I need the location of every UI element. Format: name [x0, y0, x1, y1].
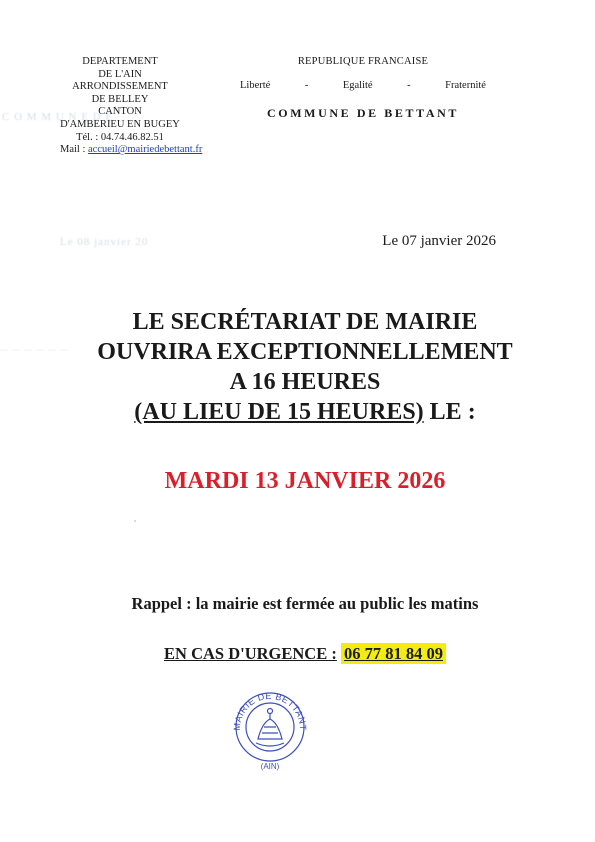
- motto-fraternite: Fraternité: [445, 80, 486, 91]
- document-date: Le 07 janvier 2026: [382, 233, 496, 249]
- emergency-label: EN CAS D'URGENCE :: [164, 644, 337, 663]
- headline-line-4: [40, 397, 570, 427]
- emergency-line: [40, 644, 570, 664]
- event-date: MARDI 13 JANVIER 2026: [164, 468, 446, 494]
- emergency-phone[interactable]: 06 77 81 84 09: [341, 643, 446, 664]
- commune-name: COMMUNE DE BETTANT: [267, 106, 459, 120]
- republic-header: [232, 56, 494, 121]
- phone-line: Tél. : 04.74.46.82.51: [76, 131, 164, 143]
- reminder-text: Rappel : la mairie est fermée au public les matins: [131, 594, 479, 613]
- department-line: DEPARTEMENT: [82, 56, 158, 67]
- headline-line-2: OUVRIRA EXCEPTIONNELLEMENT: [97, 339, 513, 365]
- arrondissement-name-line: DE BELLEY: [91, 93, 149, 105]
- motto-egalite: Egalité: [342, 80, 373, 91]
- scan-speck: [134, 520, 136, 522]
- headline-tail-text: LE :: [423, 399, 476, 425]
- bleed-through-mark: Le 08 janvier 20: [60, 236, 149, 248]
- headline-underlined-text: (AU LIEU DE 15 HEURES): [134, 399, 424, 425]
- email-link[interactable]: accueil@mairiedebettant.fr: [88, 144, 203, 156]
- seal-bottom-text: (AIN): [260, 762, 280, 771]
- seal-ring-text: MAIRIE DE BETTANT: [232, 690, 308, 731]
- motto-liberte: Liberté: [240, 80, 271, 91]
- bleed-through-mark: C O M M U N E D E: [2, 111, 114, 123]
- motto-separator: -: [407, 80, 411, 91]
- town-hall-seal: [232, 683, 308, 773]
- bleed-through-mark: — — — — — —: [0, 345, 69, 354]
- canton-name-line: D'AMBERIEU EN BUGEY: [60, 118, 180, 130]
- headline-line-3: A 16 HEURES: [229, 369, 381, 395]
- headline-line-1: LE SECRÉTARIAT DE MAIRIE: [132, 309, 478, 335]
- arrondissement-line: ARRONDISSEMENT: [72, 81, 168, 93]
- notice-headline: [40, 307, 570, 427]
- mail-label: Mail :: [60, 144, 86, 156]
- department-name-line: DE L'AIN: [98, 68, 142, 80]
- republic-motto: [232, 80, 494, 91]
- canton-line: CANTON: [98, 106, 142, 118]
- motto-separator: -: [304, 80, 309, 91]
- mail-line: [20, 144, 220, 157]
- svg-text:MAIRIE DE BETTANT: [232, 691, 308, 731]
- administrative-header: [20, 56, 220, 157]
- republic-title: REPUBLIQUE FRANCAISE: [297, 56, 429, 67]
